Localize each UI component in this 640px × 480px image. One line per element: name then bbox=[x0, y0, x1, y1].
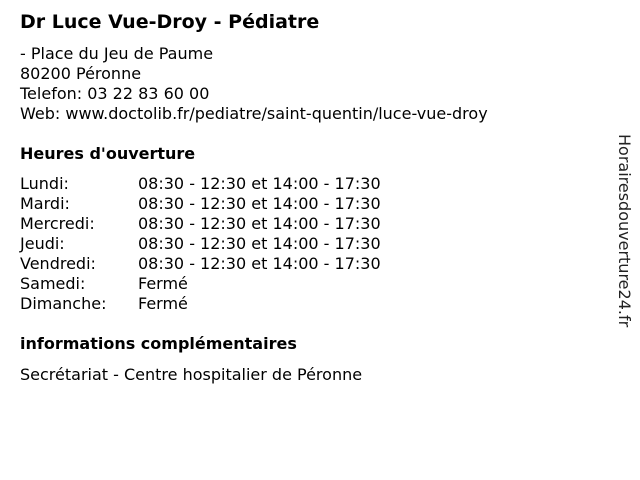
day-hours: 08:30 - 12:30 et 14:00 - 17:30 bbox=[138, 234, 381, 253]
opening-hours-table bbox=[20, 174, 381, 314]
day-label: Mercredi: bbox=[20, 214, 95, 233]
site-watermark: Horairesdouverture24.fr bbox=[615, 134, 634, 328]
day-hours: 08:30 - 12:30 et 14:00 - 17:30 bbox=[138, 214, 381, 233]
hours-row bbox=[20, 254, 381, 274]
day-label: Vendredi: bbox=[20, 254, 96, 273]
hours-row bbox=[20, 214, 381, 234]
day-hours: 08:30 - 12:30 et 14:00 - 17:30 bbox=[138, 174, 381, 193]
day-hours: Fermé bbox=[138, 294, 188, 313]
day-hours: 08:30 - 12:30 et 14:00 - 17:30 bbox=[138, 194, 381, 213]
contact-block bbox=[20, 44, 488, 124]
hours-row bbox=[20, 174, 381, 194]
page-title: Dr Luce Vue-Droy - Pédiatre bbox=[20, 11, 320, 33]
day-label: Jeudi: bbox=[20, 234, 65, 253]
day-label: Dimanche: bbox=[20, 294, 107, 313]
website-link[interactable]: Web: www.doctolib.fr/pediatre/saint-quentin/luce-vue-droy bbox=[20, 104, 488, 123]
phone-number: Telefon: 03 22 83 60 00 bbox=[20, 84, 210, 103]
address-city: 80200 Péronne bbox=[20, 64, 142, 83]
additional-info-text: Secrétariat - Centre hospitalier de Péronne bbox=[20, 365, 363, 384]
hours-row bbox=[20, 274, 381, 294]
hours-row bbox=[20, 234, 381, 254]
hours-row bbox=[20, 194, 381, 214]
day-label: Mardi: bbox=[20, 194, 70, 213]
day-label: Samedi: bbox=[20, 274, 86, 293]
day-label: Lundi: bbox=[20, 174, 69, 193]
additional-info-heading: informations complémentaires bbox=[20, 334, 297, 353]
opening-hours-heading: Heures d'ouverture bbox=[20, 144, 196, 163]
hours-row bbox=[20, 294, 381, 314]
address-street: - Place du Jeu de Paume bbox=[20, 44, 214, 63]
day-hours: Fermé bbox=[138, 274, 188, 293]
day-hours: 08:30 - 12:30 et 14:00 - 17:30 bbox=[138, 254, 381, 273]
